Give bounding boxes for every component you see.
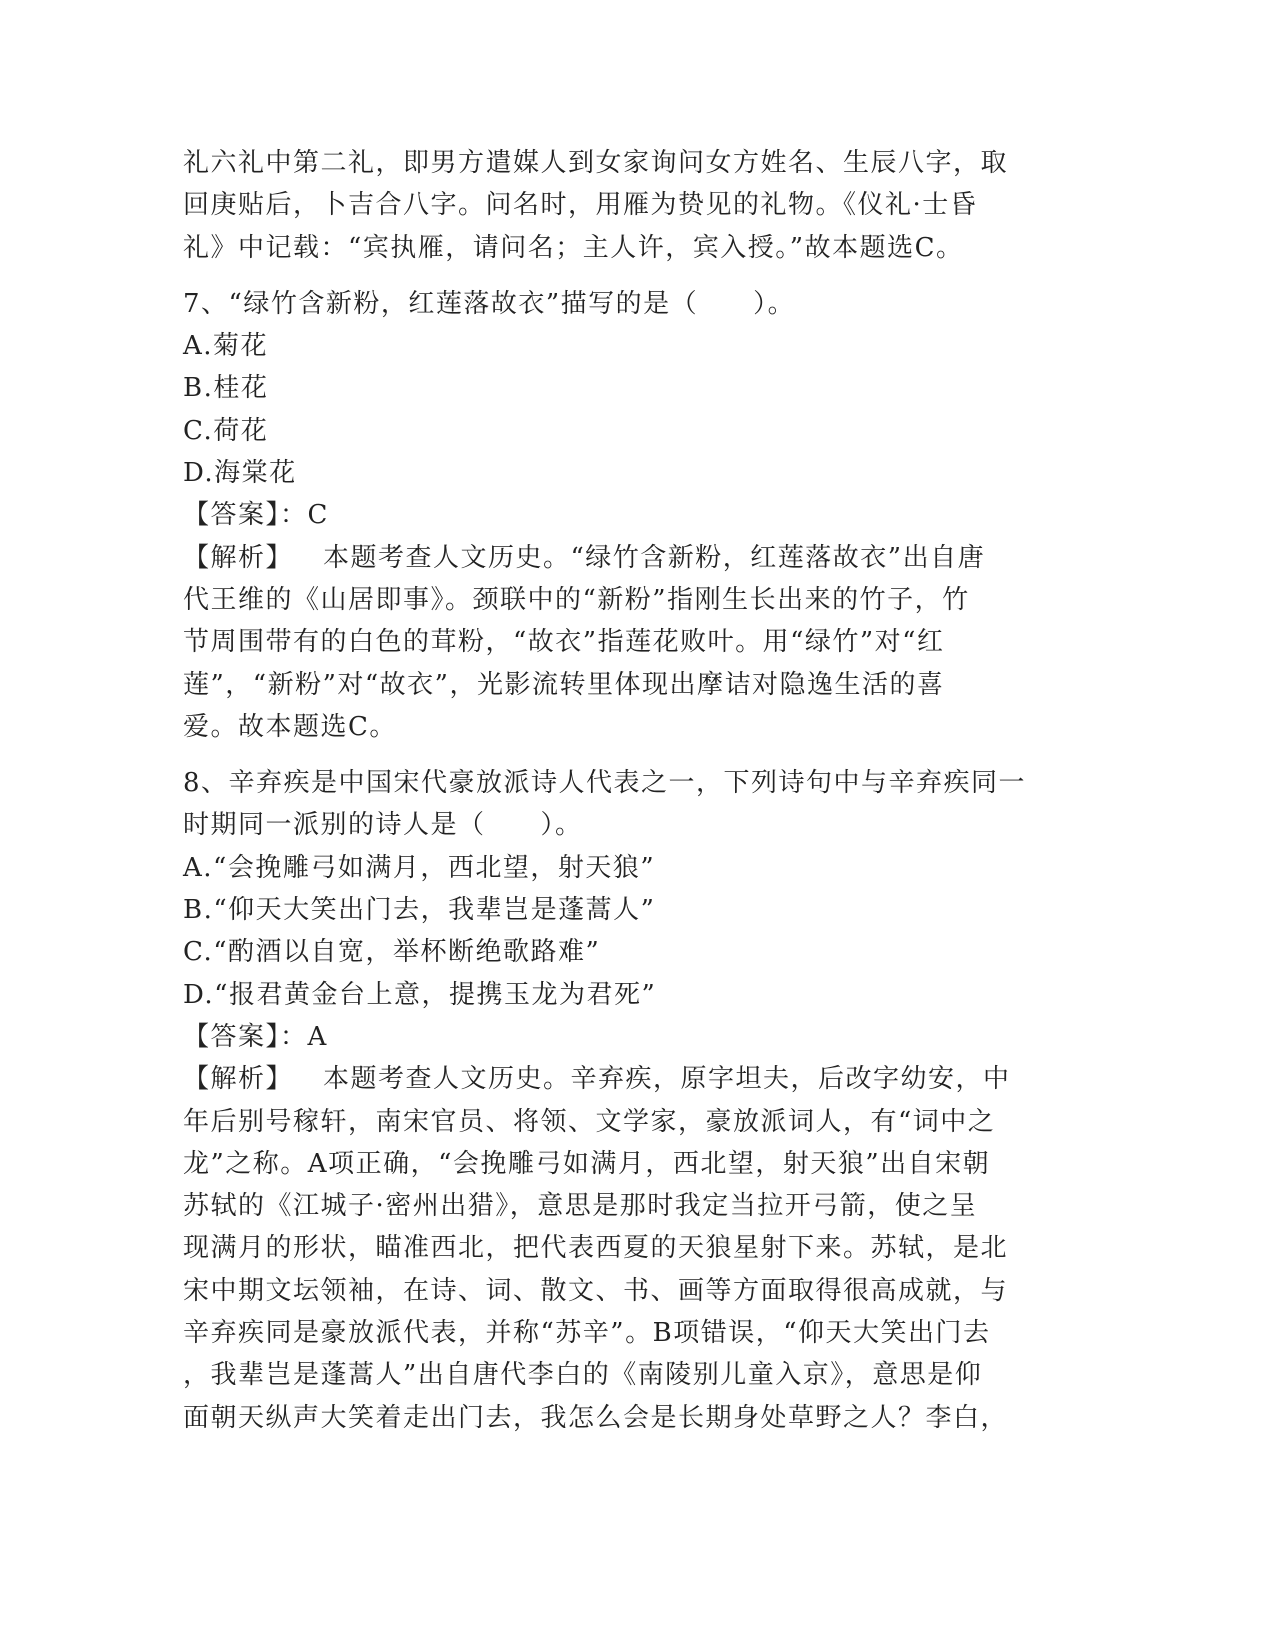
- option-a: A.“会挽雕弓如满月，西北望，射天狼”: [183, 852, 656, 883]
- option-d: D.海棠花: [183, 458, 297, 489]
- option-b: B.桂花: [183, 373, 269, 404]
- analysis-line: 莲”，“新粉”对“故衣”，光影流转里体现出摩诘对隐逸生活的喜: [183, 669, 945, 700]
- analysis-label: 【解析】: [183, 542, 294, 573]
- analysis-line: 龙”之称。A项正确，“会挽雕弓如满月，西北望，射天狼”出自宋朝: [183, 1148, 991, 1179]
- question-stem: 时期同一派别的诗人是（ ）。: [183, 810, 583, 841]
- question-stem: 7、“绿竹含新粉，红莲落故衣”描写的是（ ）。: [183, 288, 796, 319]
- analysis-line: 爱。故本题选C。: [183, 711, 397, 742]
- answer-line: 【答案】：A: [183, 1021, 328, 1052]
- analysis-line: 宋中期文坛领袖，在诗、词、散文、书、画等方面取得很高成就，与: [183, 1275, 1009, 1306]
- previous-analysis: [183, 142, 1063, 269]
- analysis-line: ，我辈岂是蓬蒿人”出自唐代李白的《南陵别儿童入京》，意思是仰: [183, 1360, 983, 1391]
- option-a: A.菊花: [183, 331, 269, 362]
- question-8: [183, 762, 1063, 1439]
- text-line: 回庚贴后，卜吉合八字。问名时，用雁为贽见的礼物。《仪礼·士昏: [183, 190, 978, 221]
- analysis-label: 【解析】: [183, 1064, 294, 1095]
- document-page: [183, 142, 1063, 1439]
- analysis-line: 苏轼的《江城子·密州出猎》，意思是那时我定当拉开弓箭，使之呈: [183, 1191, 978, 1222]
- question-stem: 8、辛弃疾是中国宋代豪放派诗人代表之一，下列诗句中与辛弃疾同一: [183, 768, 1027, 799]
- option-d: D.“报君黄金台上意，提携玉龙为君死”: [183, 979, 657, 1010]
- analysis-text: 本题考查人文历史。辛弃疾，原字坦夫，后改字幼安，中: [323, 1064, 1011, 1095]
- text-line: 礼六礼中第二礼，即男方遣媒人到女家询问女方姓名、生辰八字，取: [183, 148, 1009, 178]
- option-c: C.“酌酒以自宽，举杯断绝歌路难”: [183, 937, 601, 968]
- question-7: [183, 283, 1063, 748]
- analysis-line: 辛弃疾同是豪放派代表，并称“苏辛”。B项错误，“仰天大笑出门去: [183, 1318, 991, 1349]
- analysis-text: 本题考查人文历史。“绿竹含新粉，红莲落故衣”出自唐: [323, 542, 986, 573]
- option-c: C.荷花: [183, 415, 269, 446]
- answer-line: 【答案】：C: [183, 500, 329, 531]
- analysis-line: 代王维的《山居即事》。颈联中的“新粉”指刚生长出来的竹子，竹: [183, 584, 970, 615]
- analysis-first-line: [183, 537, 1063, 579]
- analysis-line: 面朝天纵声大笑着走出门去，我怎么会是长期身处草野之人？李白，: [183, 1402, 1009, 1433]
- analysis-first-line: [183, 1058, 1063, 1100]
- text-line: 礼》中记载：“宾执雁，请问名；主人许，宾入授。”故本题选C。: [183, 232, 964, 263]
- analysis-line: 现满月的形状，瞄准西北，把代表西夏的天狼星射下来。苏轼，是北: [183, 1233, 1009, 1264]
- option-b: B.“仰天大笑出门去，我辈岂是蓬蒿人”: [183, 895, 656, 926]
- analysis-line: 年后别号稼轩，南宋官员、将领、文学家，豪放派词人，有“词中之: [183, 1106, 996, 1137]
- analysis-line: 节周围带有的白色的茸粉，“故衣”指莲花败叶。用“绿竹”对“红: [183, 627, 945, 658]
